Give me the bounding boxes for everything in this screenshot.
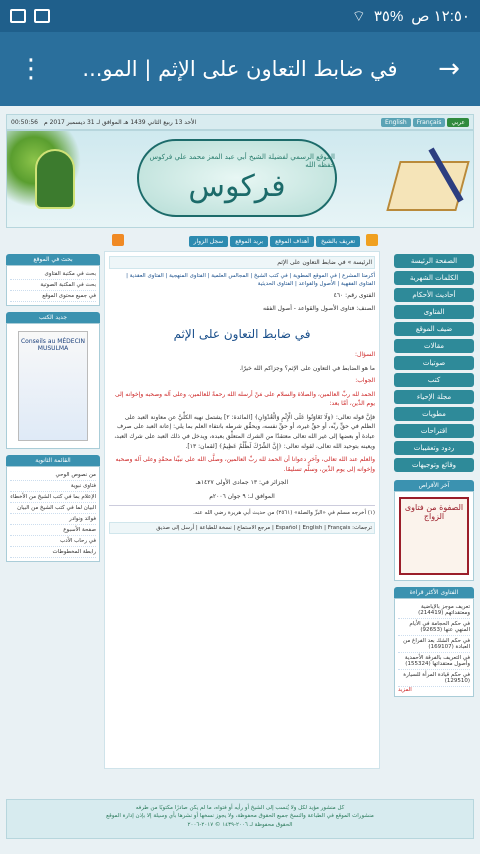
category-links[interactable]: أكرمنا المشرع | في الموقع المطوية | في كتب الشيخ | المجالس العلمية | الفتاوى المنهجية | الفتاوى العقدية | الفتاوى الفقهية | الأصول والقواعد | الفتاوى الحديثية: [126, 273, 375, 287]
site-emblem-icon: [35, 149, 75, 209]
menu-suggestions[interactable]: اقتراحات: [394, 424, 474, 438]
popular-item[interactable]: في حكم قيادة المرأة للسيارة (129510): [398, 670, 470, 687]
lang-english[interactable]: English: [381, 118, 411, 127]
popular-box: [394, 598, 474, 697]
nav-site-mail[interactable]: بريد الموقع: [230, 236, 268, 247]
menu-monthly[interactable]: الكلمات الشهرية: [394, 271, 474, 285]
footer-line: كل منشور مؤيد لكل ولا يُنسب إلى الشيخ أو رأيه أو فتواه، ما لم يكن صادرًا مكتوبًا من طرفه: [135, 805, 345, 811]
menu-events[interactable]: وقائع وتوجيهات: [394, 458, 474, 472]
wifi-icon: ⌔: [351, 7, 366, 25]
popular-item[interactable]: في حكم الحجامة في الأيام المنهي عنها (92653): [398, 619, 470, 636]
answer-label: الجواب:: [355, 377, 375, 385]
secondary-item[interactable]: فوائد ونوادر: [10, 514, 96, 525]
date: الأحد 13 ربيع الثاني 1439 هـ الموافق لـ 31 ديسمبر 2017 م: [43, 118, 197, 126]
menu-magazine[interactable]: مجلة الإحياء: [394, 390, 474, 404]
ad-box: [394, 491, 474, 581]
books-box: [6, 323, 100, 449]
popular-item[interactable]: في حكم الشك بعد الفراغ من العبادة (169107): [398, 636, 470, 653]
secondary-item[interactable]: الإعلام بما في كتب الشيخ من الأخطاء: [10, 492, 96, 503]
book-icon: [386, 161, 469, 211]
secondary-menu-title: القائمة الثانوية: [6, 455, 100, 466]
menu-articles[interactable]: مقالات: [394, 339, 474, 353]
footnote: (١) أخرجه مسلم في «البرِّ والصلة» (٢٥٦١) من حديث أبي هريرة رضي الله عنه.: [109, 505, 375, 518]
right-sidebar: [394, 254, 474, 697]
search-box-title: بحث في الموقع: [6, 254, 100, 265]
secondary-item[interactable]: فتاوى نبوية: [10, 481, 96, 492]
site-logo[interactable]: [137, 139, 337, 217]
menu-books[interactable]: كتب: [394, 373, 474, 387]
book-cover[interactable]: Conseils au MÉDECIN MUSULMA: [18, 331, 88, 441]
popular-item[interactable]: في التعريف بالفرقة الأحمدية وأصول معتقداتها (155324): [398, 653, 470, 670]
star-icon[interactable]: [366, 234, 378, 246]
breadcrumb: الرئيسة » في ضابط التعاون على الإثم: [109, 256, 375, 269]
footer-line: منشورات الموقع في الطباعة والنسخ جميع الحقوق محفوظة، ولا يجوز نسخها أو نشرها بأي وسيلة إلا بإذن إدارة الموقع: [106, 813, 374, 820]
menu-home[interactable]: الصفحة الرئيسة: [394, 254, 474, 268]
menu-icon[interactable]: ⋮: [18, 54, 44, 84]
fatwa-class: الصنف: فتاوى الأصول والقواعد - أصول الفقه: [262, 304, 375, 312]
mail-icon: [34, 9, 50, 23]
nav-about-sheikh[interactable]: تعريف بالشيخ: [316, 236, 360, 247]
ad-cover[interactable]: الصفوة من فتاوى الزواج: [399, 497, 469, 575]
more-link[interactable]: المزيد: [398, 687, 412, 693]
battery-percent: %٣٥: [373, 8, 404, 25]
question-text: ما هو الضابط في التعاون على الإثم؟ وجزاكم الله خيرًا.: [239, 364, 375, 372]
app-bar: [0, 32, 480, 106]
lang-arabic[interactable]: عربي: [447, 118, 469, 127]
secondary-item[interactable]: صفحة الأسبوع: [10, 525, 96, 536]
question-label: السؤال:: [355, 351, 375, 359]
top-strip: [6, 114, 474, 130]
logo-text: فركوس: [188, 168, 286, 204]
popular-title: الفتاوى الأكثر قراءة: [394, 587, 474, 598]
rss-icon[interactable]: [112, 234, 124, 246]
menu-guest[interactable]: ضيف الموقع: [394, 322, 474, 336]
site-footer: [6, 799, 474, 839]
search-all-link[interactable]: في جميع محتوى الموقع: [10, 291, 96, 302]
fatwa-number: الفتوى رقم: ٤٦٠: [333, 292, 375, 300]
back-arrow-icon[interactable]: →: [438, 54, 460, 84]
nav-guestbook[interactable]: سجل الزوار: [189, 236, 229, 247]
clock: 00:50:56: [11, 118, 38, 126]
answer-date-gregorian: الموافق لـ: ٩ جوان ٢٠٠٦م: [209, 492, 275, 500]
gallery-icon: [10, 9, 26, 23]
search-audio-link[interactable]: بحث في المكتبة الصوتية: [10, 280, 96, 291]
popular-item[interactable]: تعريف موجز بالإباضية ومعتقداتهم (214419): [398, 602, 470, 619]
article-tools[interactable]: ترجمات: Español | English | Français | مرجع الاستماع | نسخة للطباعة | أرسل إلى صديق: [109, 522, 375, 534]
site-header: [6, 130, 474, 228]
secondary-item[interactable]: البيان لما في كتب الشيخ من البيان: [10, 503, 96, 514]
menu-leaflets[interactable]: مطويات: [394, 407, 474, 421]
status-time: ١٢:٥٠ ص: [411, 8, 470, 25]
footer-line: الحقوق محفوظة لـ ٢٠٠٦-١٤٣٩ © ٢٠١٧-٢٠٠٦: [187, 821, 293, 828]
page-title: في ضابط التعاون على الإثم | المو...: [82, 57, 398, 81]
left-sidebar: [6, 254, 100, 562]
answer-closing: والعلم عند الله تعالى، وآخر دعوانا أن الحمد لله ربِّ العالمين، وصلَّى الله على نبيِّنا محمَّدٍ وعلى آله وصحبه وإخوانه إلى يوم الدِّين، وسلَّم تسليمًا.: [115, 456, 375, 473]
nav-site-goals[interactable]: أهداف الموقع: [270, 236, 314, 247]
ads-title: آخر الأقراص: [394, 480, 474, 491]
secondary-item[interactable]: رابطة المخطوطات: [10, 547, 96, 558]
menu-hadith[interactable]: أحاديث الأحكام: [394, 288, 474, 302]
answer-date-hijri: الجزائر في: ١٣ جمادى الأولى ١٤٢٧هـ: [195, 479, 289, 487]
logo-tagline: الموقع الرسمي لفضيلة الشيخ أبي عبد المعز محمد علي فركوس حفظه الله: [149, 152, 335, 169]
article: [104, 251, 380, 769]
search-fatwa-link[interactable]: بحث في مكتبة الفتاوى: [10, 269, 96, 280]
search-box: [6, 265, 100, 306]
language-switch: [381, 118, 469, 127]
secondary-item[interactable]: من نصوص الوحي: [10, 470, 96, 481]
secondary-menu: [6, 466, 100, 562]
books-title: جديد الكتب: [6, 312, 100, 323]
answer-body: فإنَّ قوله تعالى: ﴿وَلَا تَعَاوَنُوا عَلَى الْإِثْمِ وَالْعُدْوَانِ﴾ [المائدة: ٢] يشتمل نهيه الكلِّيَّ عن معاونة العبد على الظلم في حقٍّ ربِّه، أو حقِّ غيره، أو حقِّ نفسه، ويحقِّق شرطه بانتفاء العلم بما يلي: إعانة العبد على صرف عبادة أو بعضها إلى غير الله تعالى معتقدًا من الشرك المتعلِّق بعبده، ويدخل في ذلك العبد على شرك العبد، ويعينه بتوحيد الله تعالى، لقوله تعالى: ﴿إِنَّ الشِّرْكَ لَظُلْمٌ عَظِيمٌ﴾ [لقمان: ١٣].: [114, 413, 375, 450]
article-title: في ضابط التعاون على الإثم: [173, 327, 311, 342]
menu-replies[interactable]: ردود وتعقيبات: [394, 441, 474, 455]
webpage: [0, 106, 480, 854]
answer-intro: الحمد لله ربِّ العالمين، والصلاة والسلام على مَنْ أرسله الله رحمةً للعالمين، وعلى آله وصحبه وإخوانه إلى يوم الدِّين، أمَّا بعد:: [114, 390, 375, 408]
secondary-item[interactable]: في رحاب الأدب: [10, 536, 96, 547]
menu-audio[interactable]: صوتيات: [394, 356, 474, 370]
menu-fatwas[interactable]: الفتاوى: [394, 305, 474, 319]
status-bar: [0, 0, 480, 32]
lang-french[interactable]: Français: [413, 118, 446, 127]
top-nav: [130, 234, 360, 248]
